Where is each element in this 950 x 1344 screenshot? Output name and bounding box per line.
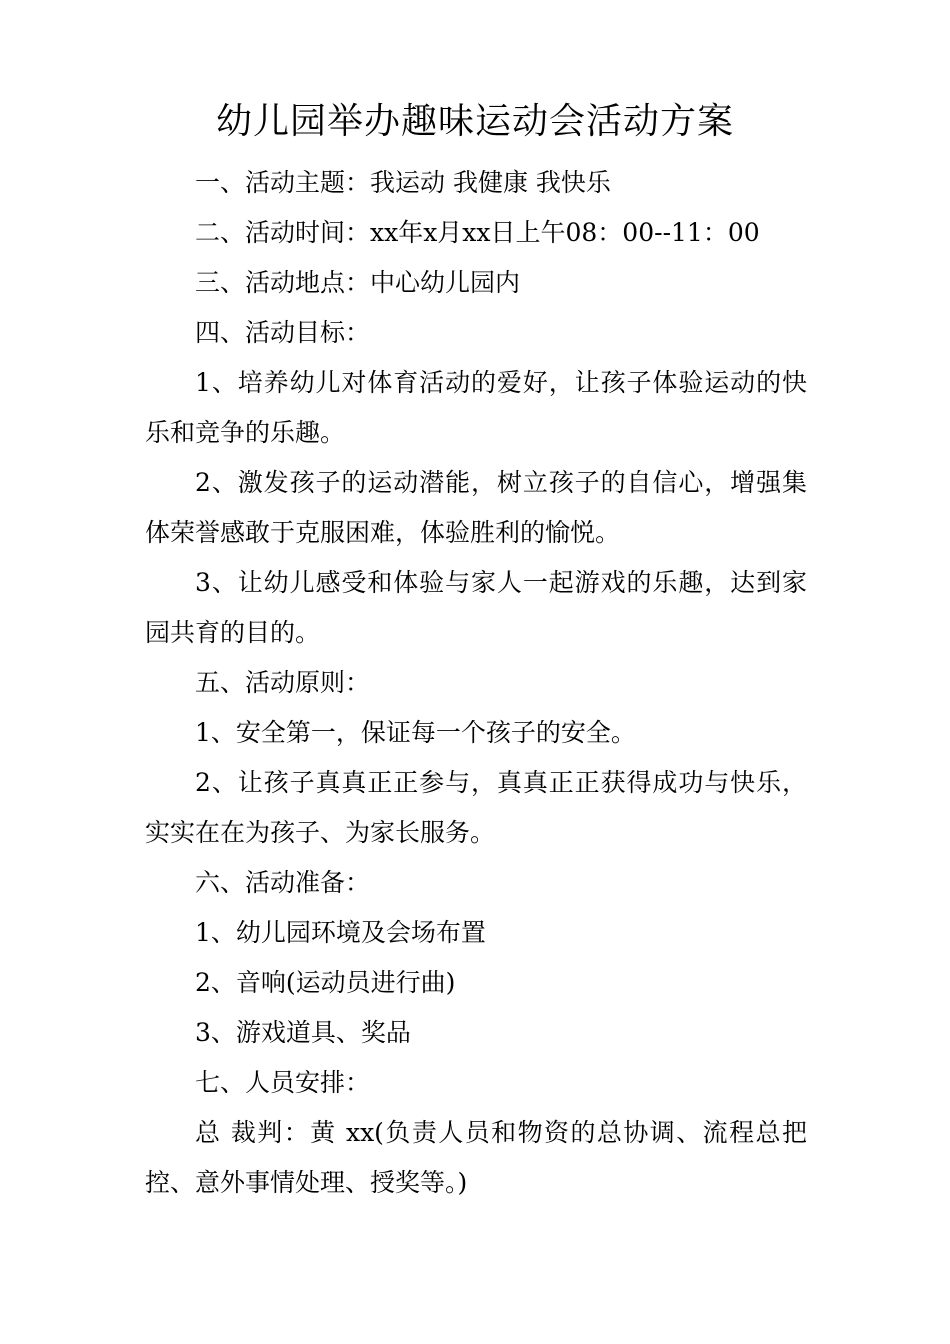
goal-item: 2、激发孩子的运动潜能，树立孩子的自信心，增强集体荣誉感敢于克服困难，体验胜利的愉悦。 xyxy=(145,468,807,547)
section-goals-heading: 四、活动目标： xyxy=(195,318,371,347)
preparation-item: 1、幼儿园环境及会场布置 xyxy=(195,918,486,947)
section-preparation-heading: 六、活动准备： xyxy=(195,868,371,897)
preparation-item: 2、音响(运动员进行曲) xyxy=(195,968,456,997)
preparation-item: 3、游戏道具、奖品 xyxy=(195,1018,411,1047)
section-location: 三、活动地点：中心幼儿园内 xyxy=(195,268,521,297)
document-body xyxy=(145,158,807,1208)
section-time: 二、活动时间：xx年x月xx日上午08：00--11：00 xyxy=(195,218,760,247)
section-theme: 一、活动主题：我运动 我健康 我快乐 xyxy=(195,168,611,197)
goal-item: 3、让幼儿感受和体验与家人一起游戏的乐趣，达到家园共育的目的。 xyxy=(145,568,807,647)
staff-item: 总 裁判：黄 xx(负责人员和物资的总协调、流程总把控、意外事情处理、授奖等。) xyxy=(145,1118,807,1197)
principle-item: 1、安全第一，保证每一个孩子的安全。 xyxy=(195,718,636,747)
section-staff-heading: 七、人员安排： xyxy=(195,1068,371,1097)
document-title: 幼儿园举办趣味运动会活动方案 xyxy=(215,101,734,142)
principle-item: 2、让孩子真真正正参与，真真正正获得成功与快乐，实实在在为孩子、为家长服务。 xyxy=(145,768,807,847)
section-principles-heading: 五、活动原则： xyxy=(195,668,371,697)
goal-item: 1、培养幼儿对体育活动的爱好，让孩子体验运动的快乐和竞争的乐趣。 xyxy=(145,368,807,447)
